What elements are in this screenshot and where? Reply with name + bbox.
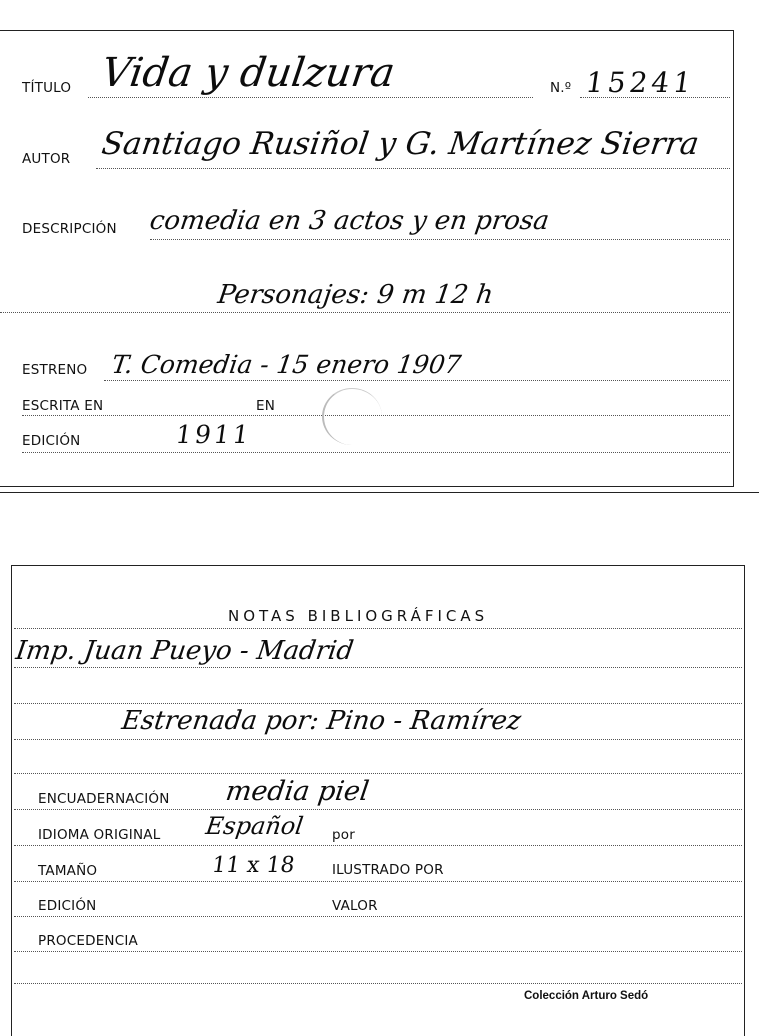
estreno-value: T. Comedia - 15 enero 1907	[109, 350, 463, 379]
en-label: EN	[256, 398, 276, 414]
note-line-2: Estrenada por: Pino - Ramírez	[119, 706, 523, 736]
edicion-rule-bottom	[14, 916, 742, 917]
card-separator	[0, 492, 759, 493]
autor-value: Santiago Rusiñol y G. Martínez Sierra	[99, 126, 702, 162]
notas-rule-2	[14, 667, 742, 668]
idioma-rule	[14, 845, 742, 846]
numero-label: N.º	[550, 80, 572, 96]
tamano-value: 11 x 18	[210, 853, 297, 878]
edicion-value-top: 1911	[173, 420, 254, 449]
valor-label: VALOR	[332, 898, 378, 914]
estreno-rule	[104, 380, 730, 381]
notas-rule-1	[14, 628, 742, 629]
edicion-rule-top	[22, 452, 730, 453]
escrita-label: ESCRITA EN	[22, 398, 104, 414]
notas-rule-4	[14, 739, 742, 740]
final-rule	[14, 983, 742, 984]
titulo-rule	[88, 97, 533, 98]
edicion-label-bottom: EDICIÓN	[38, 898, 97, 914]
titulo-value: Vida y dulzura	[98, 50, 398, 96]
autor-rule	[96, 168, 730, 169]
note-line-1: Imp. Juan Pueyo - Madrid	[13, 636, 356, 666]
numero-value: 15241	[583, 66, 698, 99]
descripcion-value: comedia en 3 actos y en prosa	[147, 206, 551, 236]
por-label: por	[332, 827, 355, 843]
encuadernacion-label: ENCUADERNACIÓN	[38, 791, 170, 807]
estreno-label: ESTRENO	[22, 362, 88, 378]
edicion-label-top: EDICIÓN	[22, 433, 81, 449]
smudge-mark	[322, 388, 382, 445]
autor-label: AUTOR	[22, 151, 71, 167]
notas-rule-3	[14, 703, 742, 704]
descripcion-label: DESCRIPCIÓN	[22, 221, 117, 237]
ilustrado-label: ILUSTRADO POR	[332, 862, 444, 878]
collection-credit: Colección Arturo Sedó	[524, 990, 649, 1002]
procedencia-label: PROCEDENCIA	[38, 933, 138, 949]
idioma-label: IDIOMA ORIGINAL	[38, 827, 161, 843]
notas-heading: NOTAS BIBLIOGRÁFICAS	[228, 607, 489, 625]
idioma-value: Español	[204, 812, 306, 840]
tamano-rule	[14, 881, 742, 882]
descripcion-rule	[150, 239, 730, 240]
encuadernacion-rule	[14, 809, 742, 810]
personajes-value: Personajes: 9 m 12 h	[215, 280, 496, 310]
titulo-label: TÍTULO	[22, 80, 72, 96]
notas-rule-5	[14, 773, 742, 774]
procedencia-rule	[14, 951, 742, 952]
tamano-label: TAMAÑO	[38, 863, 98, 879]
personajes-rule	[0, 312, 730, 313]
encuadernacion-value: media piel	[223, 776, 371, 807]
